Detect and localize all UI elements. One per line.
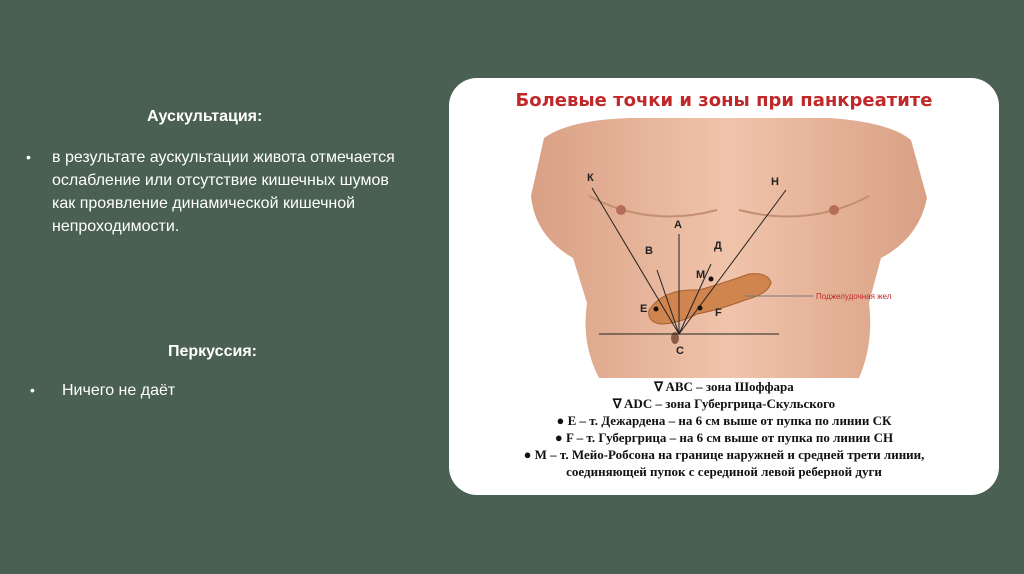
caption-line: соединяющей пупок с серединой левой реберной дуги xyxy=(566,464,882,479)
list-item xyxy=(26,146,406,238)
label-c: С xyxy=(676,345,684,357)
percussion-heading: Перкуссия: xyxy=(168,343,257,360)
percussion-list xyxy=(30,379,330,402)
figure-caption xyxy=(449,378,999,480)
bullet-icon: • xyxy=(26,149,31,165)
caption-line: ∇ ABC – зона Шоффара xyxy=(654,379,794,394)
auscultation-list xyxy=(26,146,406,238)
point-m-marker xyxy=(709,277,714,282)
point-e-marker xyxy=(654,307,659,312)
nipple-shape xyxy=(829,205,839,215)
label-m: М xyxy=(696,269,706,281)
label-d: Д xyxy=(714,240,722,252)
caption-line: ● М – т. Мейо-Робсона на границе наружней и средней трети линии, xyxy=(523,447,925,462)
nipple-shape xyxy=(616,205,626,215)
figure-title: Болевые точки и зоны при панкреатите xyxy=(515,90,933,111)
label-a: А xyxy=(674,219,682,231)
label-b: В xyxy=(645,245,653,257)
label-k: К xyxy=(587,172,594,184)
figure-reflection xyxy=(449,495,999,574)
caption-line: ● F – т. Губергрица – на 6 см выше от пупка по линии СН xyxy=(554,430,894,445)
torso-illustration xyxy=(449,78,999,388)
organ-label: Поджелудочная жел xyxy=(816,292,892,301)
point-f-marker xyxy=(698,306,703,311)
label-f: F xyxy=(715,307,722,319)
percussion-text: Ничего не даёт xyxy=(62,382,176,399)
torso-shape xyxy=(531,118,927,378)
auscultation-heading: Аускультация: xyxy=(147,108,263,125)
figure-card xyxy=(449,78,999,495)
bullet-icon: • xyxy=(30,382,35,398)
caption-line: ● Е – т. Дежардена – на 6 см выше от пупка по линии СК xyxy=(556,413,892,428)
caption-line: ∇ ADC – зона Губергрица-Скульского xyxy=(612,396,836,411)
list-item xyxy=(30,379,330,402)
auscultation-text: в результате аускультации живота отмечается ослабление или отсутствие кишечных шумов как проявление динамической кишечной непроходимости. xyxy=(52,149,395,235)
label-e: Е xyxy=(640,303,648,315)
label-h: Н xyxy=(771,176,779,188)
